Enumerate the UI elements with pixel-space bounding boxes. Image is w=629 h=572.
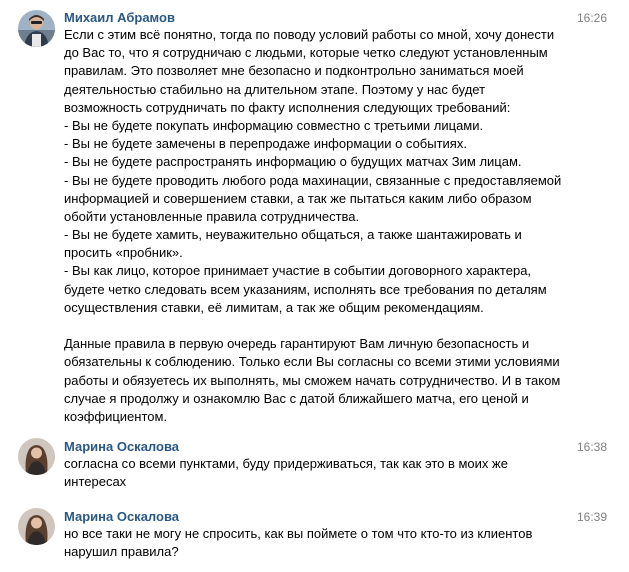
text-line: правилам. Это позволяет мне безопасно и подконтрольно заниматься моей — [64, 63, 524, 79]
text-line: просить «пробник». — [64, 245, 183, 261]
text-line: случае я продолжу и ознакомлю Вас с датой ближайшего матча, его ценой и — [64, 390, 529, 406]
text-line: - Вы как лицо, которое принимает участие в событии договорного характера, — [64, 263, 532, 279]
paragraph-gap — [64, 317, 604, 335]
text-line: обойти установленные правила сотрудничества. — [64, 208, 360, 224]
text-line: осуществления ставки, её лимитам, а так же общим рекомендациям. — [64, 299, 484, 315]
message-time[interactable]: 16:39 — [576, 510, 607, 524]
message-time[interactable]: 16:38 — [576, 440, 607, 454]
text-line: - Вы не будете проводить любого рода махинации, связанные с предоставляемой — [64, 172, 562, 188]
text-line: но все таки не могу не спросить, как вы поймете о том что кто-то из клиентов — [64, 526, 533, 541]
text-line: коэффициентом. — [64, 408, 168, 424]
avatar[interactable] — [18, 508, 55, 545]
text-line: - Вы не будете хамить, неуважительно общаться, а также шантажировать и — [64, 227, 522, 243]
text-line: интересах — [64, 474, 127, 490]
text-line: деятельностью стабильно на длительном этапе. Поэтому у нас будет — [64, 81, 486, 97]
message-text — [64, 455, 604, 491]
text-line: Если с этим всё понятно, тогда по поводу условий работы со мной, хочу донести — [64, 27, 555, 42]
avatar[interactable] — [18, 10, 55, 47]
text-line: возможность сотрудничать по факту исполнения следующих требований: — [64, 99, 511, 115]
avatar[interactable] — [18, 438, 55, 475]
user-photo-female-icon — [18, 508, 55, 545]
message-author[interactable]: Михаил Абрамов — [64, 10, 175, 25]
text-line: будете четко следовать всем указаниям, исполнять все требования по деталям — [64, 281, 547, 297]
message — [0, 430, 629, 500]
message-text — [64, 26, 604, 426]
text-line: - Вы не будете распространять информацию о будущих матчах Зим лицам. — [64, 154, 522, 170]
user-photo-male-icon — [18, 10, 55, 47]
text-line: обязательны к соблюдению. Только если Вы согласны со всеми этими условиями — [64, 354, 560, 370]
text-line: информацией и совершением ставки, а так же пытаться каким либо образом — [64, 190, 532, 206]
message-author[interactable]: Марина Оскалова — [64, 439, 180, 454]
text-line: - Вы не будете покупать информацию совместно с третьими лицами. — [64, 117, 484, 133]
text-line: работы и обязуетесь их выполнять, мы сможем начать сотрудничество. И в таком — [64, 372, 561, 388]
text-line: - Вы не будете замечены в перепродаже информации о событиях. — [64, 136, 467, 152]
message-author[interactable]: Марина Оскалова — [64, 509, 180, 524]
message — [0, 500, 629, 572]
message-text — [64, 525, 604, 561]
text-line: Данные правила в первую очередь гарантируют Вам личную безопасность и — [64, 336, 530, 352]
user-photo-female-icon — [18, 438, 55, 475]
text-line: нарушил правила? — [64, 544, 179, 560]
message-time[interactable]: 16:26 — [576, 11, 607, 25]
text-line: до Вас то, что я сотрудничаю с людьми, которые четко следуют установленным — [64, 45, 548, 61]
text-line: согласна со всеми пунктами, буду придерживаться, так как это в моих же — [64, 456, 508, 471]
